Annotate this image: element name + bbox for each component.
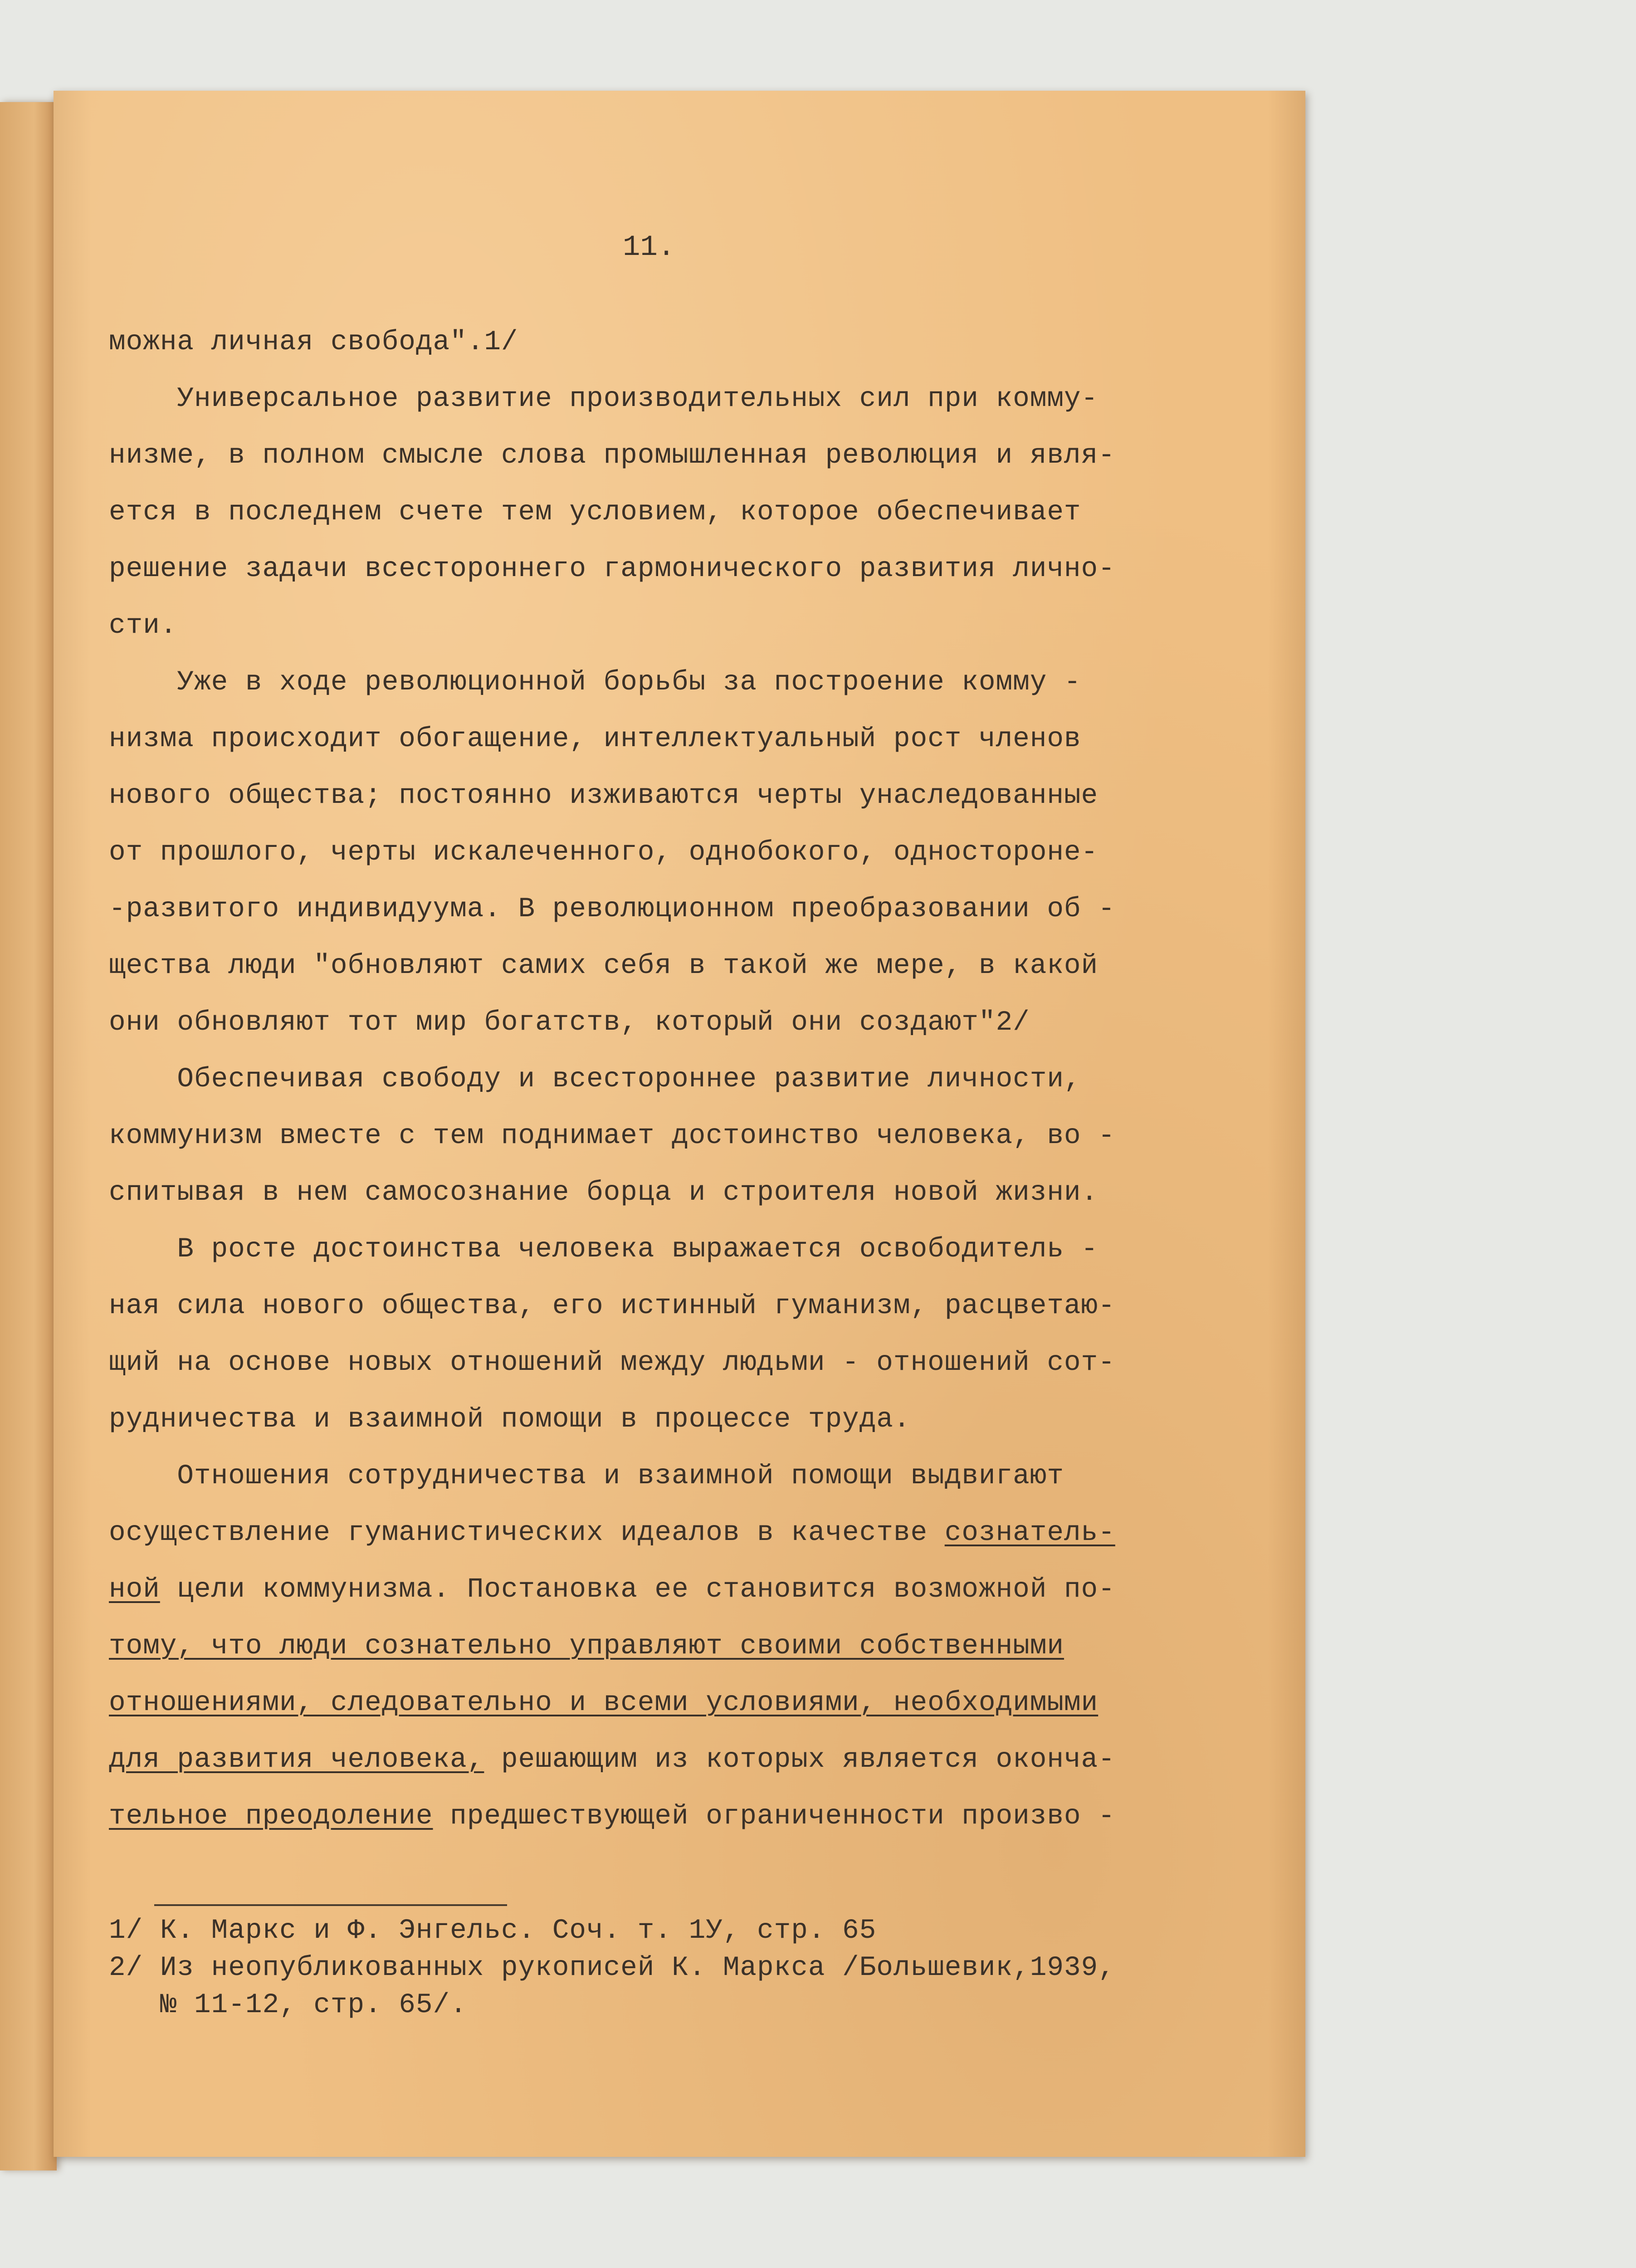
text-line bbox=[109, 1517, 1115, 1549]
text-line: Обеспечивая свободу и всестороннее развитие личности, bbox=[109, 1064, 1081, 1095]
text-line: от прошлого, черты искалеченного, однобокого, одностороне- bbox=[109, 837, 1099, 868]
text-line: рудничества и взаимной помощи в процессе труда. bbox=[109, 1404, 911, 1435]
footnote-2-continued: № 11-12, стр. 65/. bbox=[109, 1989, 467, 2021]
text-segment: решающим из которых является оконча- bbox=[484, 1744, 1115, 1775]
underlined-segment: тельное преодоление bbox=[109, 1801, 433, 1832]
previous-page-edge bbox=[0, 102, 57, 2170]
text-line bbox=[109, 1631, 1064, 1662]
footnote-1: 1/ К. Маркс и Ф. Энгельс. Соч. т. 1У, стр. 65 bbox=[109, 1915, 877, 1946]
text-line: ется в последнем счете тем условием, которое обеспечивает bbox=[109, 497, 1081, 528]
text-segment: осуществление гуманистических идеалов в качестве bbox=[109, 1517, 945, 1549]
text-line: Уже в ходе революционной борьбы за построение комму - bbox=[109, 667, 1081, 698]
text-line bbox=[109, 1744, 1115, 1776]
text-segment: предшествующей ограниченности произво - bbox=[433, 1801, 1115, 1832]
underlined-segment: отношениями, следовательно и всеми условиями, необходимыми bbox=[109, 1687, 1099, 1719]
text-line: Отношения сотрудничества и взаимной помощи выдвигают bbox=[109, 1461, 1064, 1492]
typewritten-page bbox=[54, 91, 1305, 2157]
underlined-segment: ной bbox=[109, 1574, 160, 1605]
underlined-segment: для развития человека, bbox=[109, 1744, 484, 1775]
text-line: решение задачи всестороннего гармонического развития лично- bbox=[109, 553, 1115, 585]
text-line: ная сила нового общества, его истинный гуманизм, расцветаю- bbox=[109, 1290, 1115, 1322]
page-number: 11. bbox=[623, 231, 675, 264]
text-line: щий на основе новых отношений между людьми - отношений сот- bbox=[109, 1347, 1115, 1378]
text-line: щества люди "обновляют самих себя в такой же мере, в какой bbox=[109, 950, 1099, 982]
footnote-separator bbox=[154, 1904, 507, 1906]
text-line: они обновляют тот мир богатств, который они создают"2/ bbox=[109, 1007, 1030, 1038]
text-line: коммунизм вместе с тем поднимает достоинство человека, во - bbox=[109, 1120, 1115, 1152]
text-segment: цели коммунизма. Постановка ее становится возможной по- bbox=[160, 1574, 1115, 1605]
text-line: низма происходит обогащение, интеллектуальный рост членов bbox=[109, 723, 1081, 755]
text-line: низме, в полном смысле слова промышленная революция и явля- bbox=[109, 440, 1115, 471]
text-line bbox=[109, 1574, 1115, 1606]
text-line bbox=[109, 1687, 1098, 1719]
text-line bbox=[109, 1801, 1115, 1833]
text-line: спитывая в нем самосознание борца и строителя новой жизни. bbox=[109, 1177, 1099, 1208]
text-line: В росте достоинства человека выражается освободитель - bbox=[109, 1234, 1099, 1265]
text-line: -развитого индивидуума. В революционном преобразовании об - bbox=[109, 894, 1115, 925]
underlined-segment: тому, что люди сознательно управляют своими собственными bbox=[109, 1631, 1064, 1662]
text-line: нового общества; постоянно изживаются черты унаследованные bbox=[109, 780, 1099, 811]
footnote-2: 2/ Из неопубликованных рукописей К. Маркса /Большевик,1939, bbox=[109, 1952, 1115, 1984]
text-line: можна личная свобода".1/ bbox=[109, 327, 518, 358]
text-line: сти. bbox=[109, 610, 177, 641]
underlined-segment: сознатель- bbox=[944, 1517, 1115, 1549]
text-line: Универсальное развитие производительных сил при комму- bbox=[109, 383, 1099, 415]
